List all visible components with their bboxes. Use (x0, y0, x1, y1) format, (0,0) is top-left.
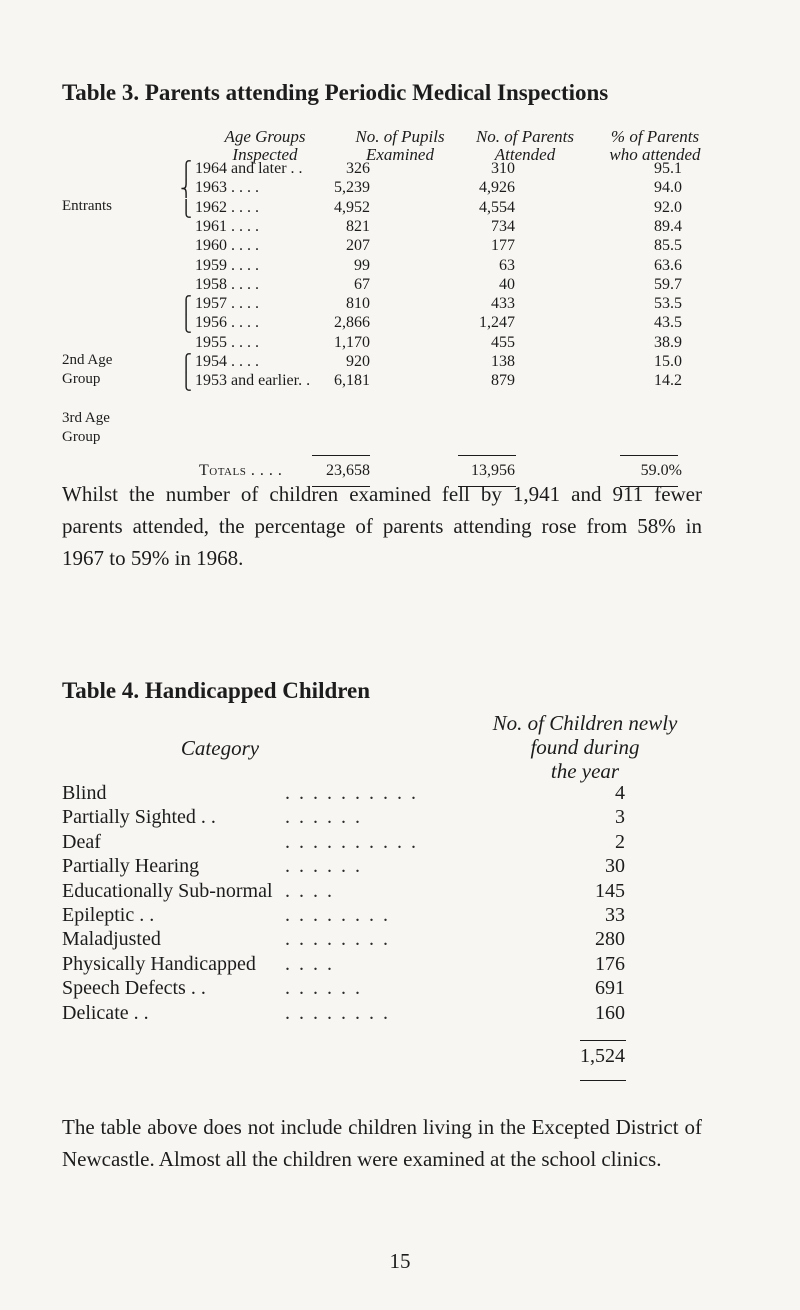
row-percent: 38.9 (654, 333, 682, 351)
row-category: Partially Sighted . . (62, 806, 216, 829)
row-parents: 177 (491, 237, 515, 255)
row-category: Deaf (62, 830, 101, 853)
table4-row (0, 782, 800, 808)
row-percent: 63.6 (654, 256, 682, 274)
row-parents: 4,926 (479, 179, 515, 197)
table4-row (0, 977, 800, 1003)
header-pupils-line1: No. of Pupils (355, 127, 445, 146)
row-year: 1959 . . . . (195, 256, 259, 274)
group-label-2nd-age: 2nd Age (62, 352, 113, 368)
row-parents: 4,554 (479, 198, 515, 216)
table4-row (0, 928, 800, 954)
row-parents: 40 (499, 275, 515, 293)
table4-row (0, 1002, 800, 1028)
row-count: 3 (615, 806, 625, 829)
row-parents: 310 (491, 160, 515, 177)
row-leader-dots: . . . . . . . . (285, 904, 390, 926)
row-count: 4 (615, 782, 625, 804)
row-year: 1960 . . . . (195, 237, 259, 255)
table4-row (0, 855, 800, 881)
row-leader-dots: . . . . . . . . . . (285, 782, 418, 804)
paragraph-exclusions: The table above does not include children living in the Excepted District of Newcastle. Almost all the children were examined at the school clinics. (62, 1115, 702, 1171)
row-percent: 53.5 (654, 295, 682, 313)
paragraph-parents-attendance: Whilst the number of children examined fell by 1,941 and 911 fewer parents attended, the percentage of parents attending rose from 58% in 1967 to 59% in 1968. (62, 482, 702, 570)
header-category: Category (180, 736, 260, 760)
header-percent (590, 128, 720, 164)
row-count: 176 (595, 952, 625, 975)
row-year: 1963 . . . . (195, 179, 259, 197)
row-leader-dots: . . . . . . (285, 806, 362, 829)
header-percent-line1: % of Parents (610, 127, 700, 146)
row-leader-dots: . . . . (285, 952, 334, 975)
t4-total-row (0, 1045, 800, 1071)
row-category: Delicate . . (62, 1001, 149, 1024)
row-percent: 92.0 (654, 198, 682, 216)
row-count: 2 (615, 830, 625, 853)
table4-row (0, 806, 800, 832)
row-year: 1956 . . . . (195, 314, 259, 332)
table4-row (0, 880, 800, 906)
row-count: 33 (605, 904, 625, 926)
totals-percent: 59.0% (640, 462, 682, 479)
row-year: 1962 . . . . (195, 198, 259, 216)
row-pupils: 2,866 (334, 314, 370, 332)
row-parents: 433 (491, 295, 515, 313)
row-brace: ⎩ (180, 316, 192, 334)
row-brace: ⎩ (180, 374, 192, 392)
row-year: 1954 . . . . (195, 353, 259, 370)
row-pupils: 4,952 (334, 198, 370, 216)
row-brace: ⎧ (180, 355, 192, 372)
row-category: Blind (62, 782, 107, 804)
row-pupils: 1,170 (334, 333, 370, 351)
row-category: Partially Hearing (62, 855, 200, 878)
group-label-3rd-age: 3rd Age (62, 410, 110, 426)
t4-total-rule-bottom (580, 1080, 626, 1081)
totals-label: Totals . . . . (199, 462, 283, 479)
row-year: 1953 and earlier. . (195, 372, 311, 390)
header-children-count-line3: the year (550, 759, 620, 783)
row-pupils: 920 (346, 353, 370, 370)
table4-row (0, 831, 800, 857)
row-parents: 138 (491, 353, 515, 370)
row-year: 1961 . . . . (195, 217, 259, 235)
row-leader-dots: . . . . . . (285, 977, 362, 1000)
table4-title: Table 4. Handicapped Children (62, 678, 371, 703)
row-year: 1958 . . . . (195, 275, 259, 293)
row-leader-dots: . . . . . . . . (285, 928, 390, 951)
table3-title: Table 3. Parents attending Periodic Medical Inspections (62, 80, 609, 105)
header-percent-line2: who attended (609, 145, 701, 164)
row-count: 160 (595, 1001, 625, 1024)
row-category: Epileptic . . (62, 904, 155, 926)
row-pupils: 5,239 (334, 179, 370, 197)
totals-pupils: 23,658 (326, 462, 370, 479)
row-percent: 85.5 (654, 237, 682, 255)
row-pupils: 6,181 (334, 372, 370, 390)
totals-rule-top-parents (458, 455, 516, 456)
row-year: 1957 . . . . (195, 295, 259, 313)
row-pupils: 67 (354, 275, 370, 293)
row-percent: 95.1 (654, 160, 682, 177)
row-year: 1964 and later . . (195, 160, 303, 177)
row-category: Educationally Sub-normal (62, 879, 273, 902)
row-parents: 1,247 (479, 314, 515, 332)
totals-rule-top-percent (620, 455, 678, 456)
row-count: 145 (595, 879, 625, 902)
table4-row (0, 904, 800, 930)
row-leader-dots: . . . . . . . . . . (285, 830, 418, 853)
row-category: Maladjusted (62, 928, 161, 951)
row-percent: 43.5 (654, 314, 682, 332)
t4-total-rule-top (580, 1040, 626, 1041)
page-number: 15 (389, 1249, 411, 1273)
totals-parents: 13,956 (471, 462, 515, 479)
row-percent: 89.4 (654, 217, 682, 235)
row-parents: 455 (491, 333, 515, 351)
row-pupils: 821 (346, 217, 370, 235)
row-category: Speech Defects . . (62, 977, 206, 1000)
row-leader-dots: . . . . . . (285, 855, 362, 878)
row-count: 30 (605, 855, 625, 878)
row-parents: 63 (499, 256, 515, 274)
row-percent: 94.0 (654, 179, 682, 197)
row-brace: ⎧ (180, 297, 192, 315)
header-pupils-line2: Examined (366, 145, 434, 164)
row-brace: ⎧ (180, 162, 192, 179)
row-pupils: 810 (346, 295, 370, 313)
header-age-groups-line2: Inspected (232, 145, 298, 164)
row-brace: ⎩ (180, 200, 192, 218)
row-leader-dots: . . . . (285, 879, 334, 902)
header-pupils (340, 128, 460, 164)
group-label-2nd-group: Group (62, 371, 101, 387)
header-age-groups (190, 128, 340, 164)
header-parents (460, 128, 590, 164)
row-pupils: 99 (354, 256, 370, 274)
header-parents-line1: No. of Parents (475, 127, 575, 146)
row-count: 691 (595, 977, 625, 1000)
row-pupils: 207 (346, 237, 370, 255)
row-percent: 14.2 (654, 372, 682, 390)
row-brace: ⎨ (180, 181, 192, 199)
header-children-count-line2: found during (530, 735, 640, 759)
row-year: 1955 . . . . (195, 333, 259, 351)
header-age-groups-line1: Age Groups (224, 127, 306, 146)
header-children-count-line1: No. of Children newly (492, 711, 678, 735)
row-parents: 879 (491, 372, 515, 390)
row-pupils: 326 (346, 160, 370, 177)
row-count: 280 (595, 928, 625, 951)
header-parents-line2: Attended (494, 145, 556, 164)
group-label-3rd-group: Group (62, 429, 101, 445)
t4-total-count: 1,524 (580, 1045, 625, 1067)
row-percent: 15.0 (654, 353, 682, 370)
table3-row (0, 372, 800, 394)
table4-row (0, 953, 800, 979)
row-category: Physically Handicapped (62, 952, 256, 975)
group-label-entrants: Entrants (62, 198, 112, 214)
row-parents: 734 (491, 217, 515, 235)
totals-rule-top-pupils (312, 455, 370, 456)
row-leader-dots: . . . . . . . . (285, 1001, 390, 1024)
header-children-count (440, 711, 730, 783)
row-percent: 59.7 (654, 275, 682, 293)
